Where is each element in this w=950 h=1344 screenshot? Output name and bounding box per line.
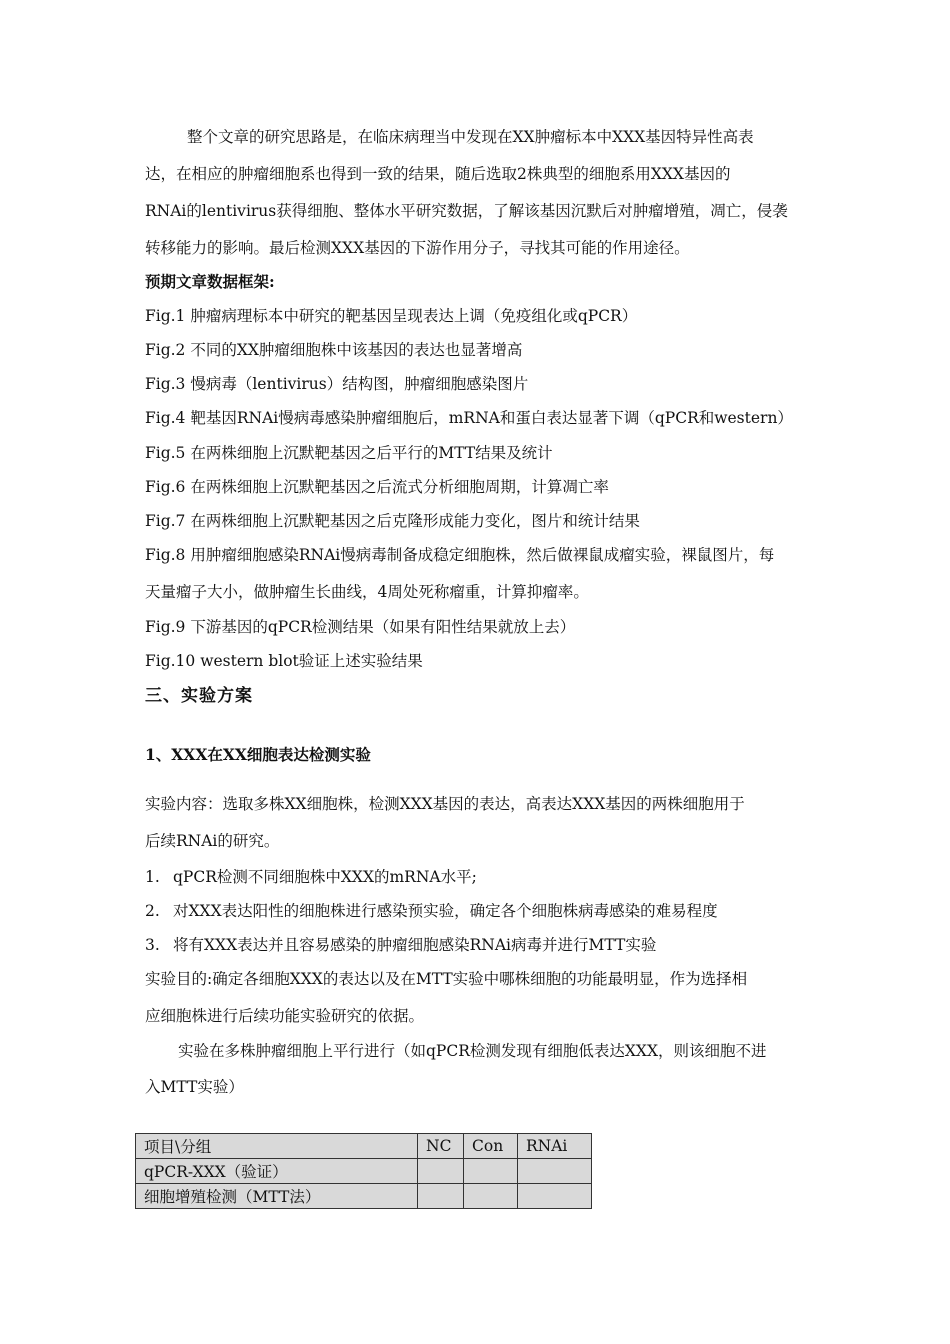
table-row: [136, 1184, 592, 1209]
purpose-line-2: 应细胞株进行后续功能实验研究的依据。: [145, 1007, 425, 1025]
content-line-1: 实验内容：选取多株XX细胞株，检测XXX基因的表达，高表达XXX基因的两株细胞用于: [145, 795, 745, 813]
table-header-row: [136, 1134, 592, 1159]
table-cell: 细胞增殖检测（MTT法）: [136, 1184, 418, 1209]
content-line-2: 后续RNAi的研究。: [145, 832, 280, 850]
note-line-1: 实验在多株肿瘤细胞上平行进行（如qPCR检测发现有细胞低表达XXX，则该细胞不进: [178, 1042, 767, 1060]
intro-line-3: RNAi的lentivirus获得细胞、整体水平研究数据，了解该基因沉默后对肿瘤增殖，凋亡，侵袭: [145, 202, 788, 220]
fig-10: Fig.10 western blot验证上述实验结果: [145, 652, 423, 670]
step-number: 2.: [145, 902, 160, 920]
fig-6: Fig.6 在两株细胞上沉默靶基因之后流式分析细胞周期，计算凋亡率: [145, 478, 609, 496]
step-text: qPCR检测不同细胞株中XXX的mRNA水平;: [173, 868, 477, 886]
table-header-cell: RNAi: [518, 1134, 592, 1159]
framework-title: 预期文章数据框架:: [145, 272, 275, 291]
table-cell: [418, 1159, 464, 1184]
fig-7: Fig.7 在两株细胞上沉默靶基因之后克隆形成能力变化，图片和统计结果: [145, 512, 640, 530]
step-number: 1.: [145, 868, 160, 886]
table-cell: [518, 1184, 592, 1209]
fig-1: Fig.1 肿瘤病理标本中研究的靶基因呈现表达上调（免疫组化或qPCR）: [145, 307, 638, 325]
intro-line-1: 整个文章的研究思路是，在临床病理当中发现在XX肿瘤标本中XXX基因特异性高表: [187, 128, 754, 146]
table-header-cell: Con: [464, 1134, 518, 1159]
step-1: [145, 867, 477, 887]
step-text: 对XXX表达阳性的细胞株进行感染预实验，确定各个细胞株病毒感染的难易程度: [173, 902, 718, 920]
table-cell: [518, 1159, 592, 1184]
table-header-cell: 项目\分组: [136, 1134, 418, 1159]
step-number: 3.: [145, 936, 160, 954]
table-cell: qPCR-XXX（验证）: [136, 1159, 418, 1184]
fig-5: Fig.5 在两株细胞上沉默靶基因之后平行的MTT结果及统计: [145, 444, 553, 462]
table-cell: [464, 1159, 518, 1184]
intro-line-4: 转移能力的影响。最后检测XXX基因的下游作用分子，寻找其可能的作用途径。: [145, 239, 690, 257]
fig-2: Fig.2 不同的XX肿瘤细胞株中该基因的表达也显著增高: [145, 341, 523, 359]
fig-3: Fig.3 慢病毒（lentivirus）结构图，肿瘤细胞感染图片: [145, 375, 529, 393]
subsection-heading: 1、XXX在XX细胞表达检测实验: [145, 745, 371, 764]
purpose-line-1: 实验目的:确定各细胞XXX的表达以及在MTT实验中哪株细胞的功能最明显，作为选择相: [145, 970, 748, 988]
intro-line-2: 达，在相应的肿瘤细胞系也得到一致的结果，随后选取2株典型的细胞系用XXX基因的: [145, 165, 731, 183]
step-2: [145, 901, 718, 921]
experiment-table: [135, 1133, 592, 1209]
step-text: 将有XXX表达并且容易感染的肿瘤细胞感染RNAi病毒并进行MTT实验: [173, 936, 657, 954]
table-cell: [418, 1184, 464, 1209]
table-header-cell: NC: [418, 1134, 464, 1159]
note-line-2: 入MTT实验）: [145, 1078, 244, 1096]
section-heading: 三、实验方案: [145, 686, 253, 706]
fig-4: Fig.4 靶基因RNAi慢病毒感染肿瘤细胞后，mRNA和蛋白表达显著下调（qPCR和western）: [145, 409, 793, 427]
fig-8-line-1: Fig.8 用肿瘤细胞感染RNAi慢病毒制备成稳定细胞株，然后做裸鼠成瘤实验，裸鼠图片，每: [145, 546, 775, 564]
table-cell: [464, 1184, 518, 1209]
fig-9: Fig.9 下游基因的qPCR检测结果（如果有阳性结果就放上去）: [145, 618, 576, 636]
table-row: [136, 1159, 592, 1184]
step-3: [145, 935, 656, 955]
fig-8-line-2: 天量瘤子大小，做肿瘤生长曲线，4周处死称瘤重，计算抑瘤率。: [145, 583, 589, 601]
